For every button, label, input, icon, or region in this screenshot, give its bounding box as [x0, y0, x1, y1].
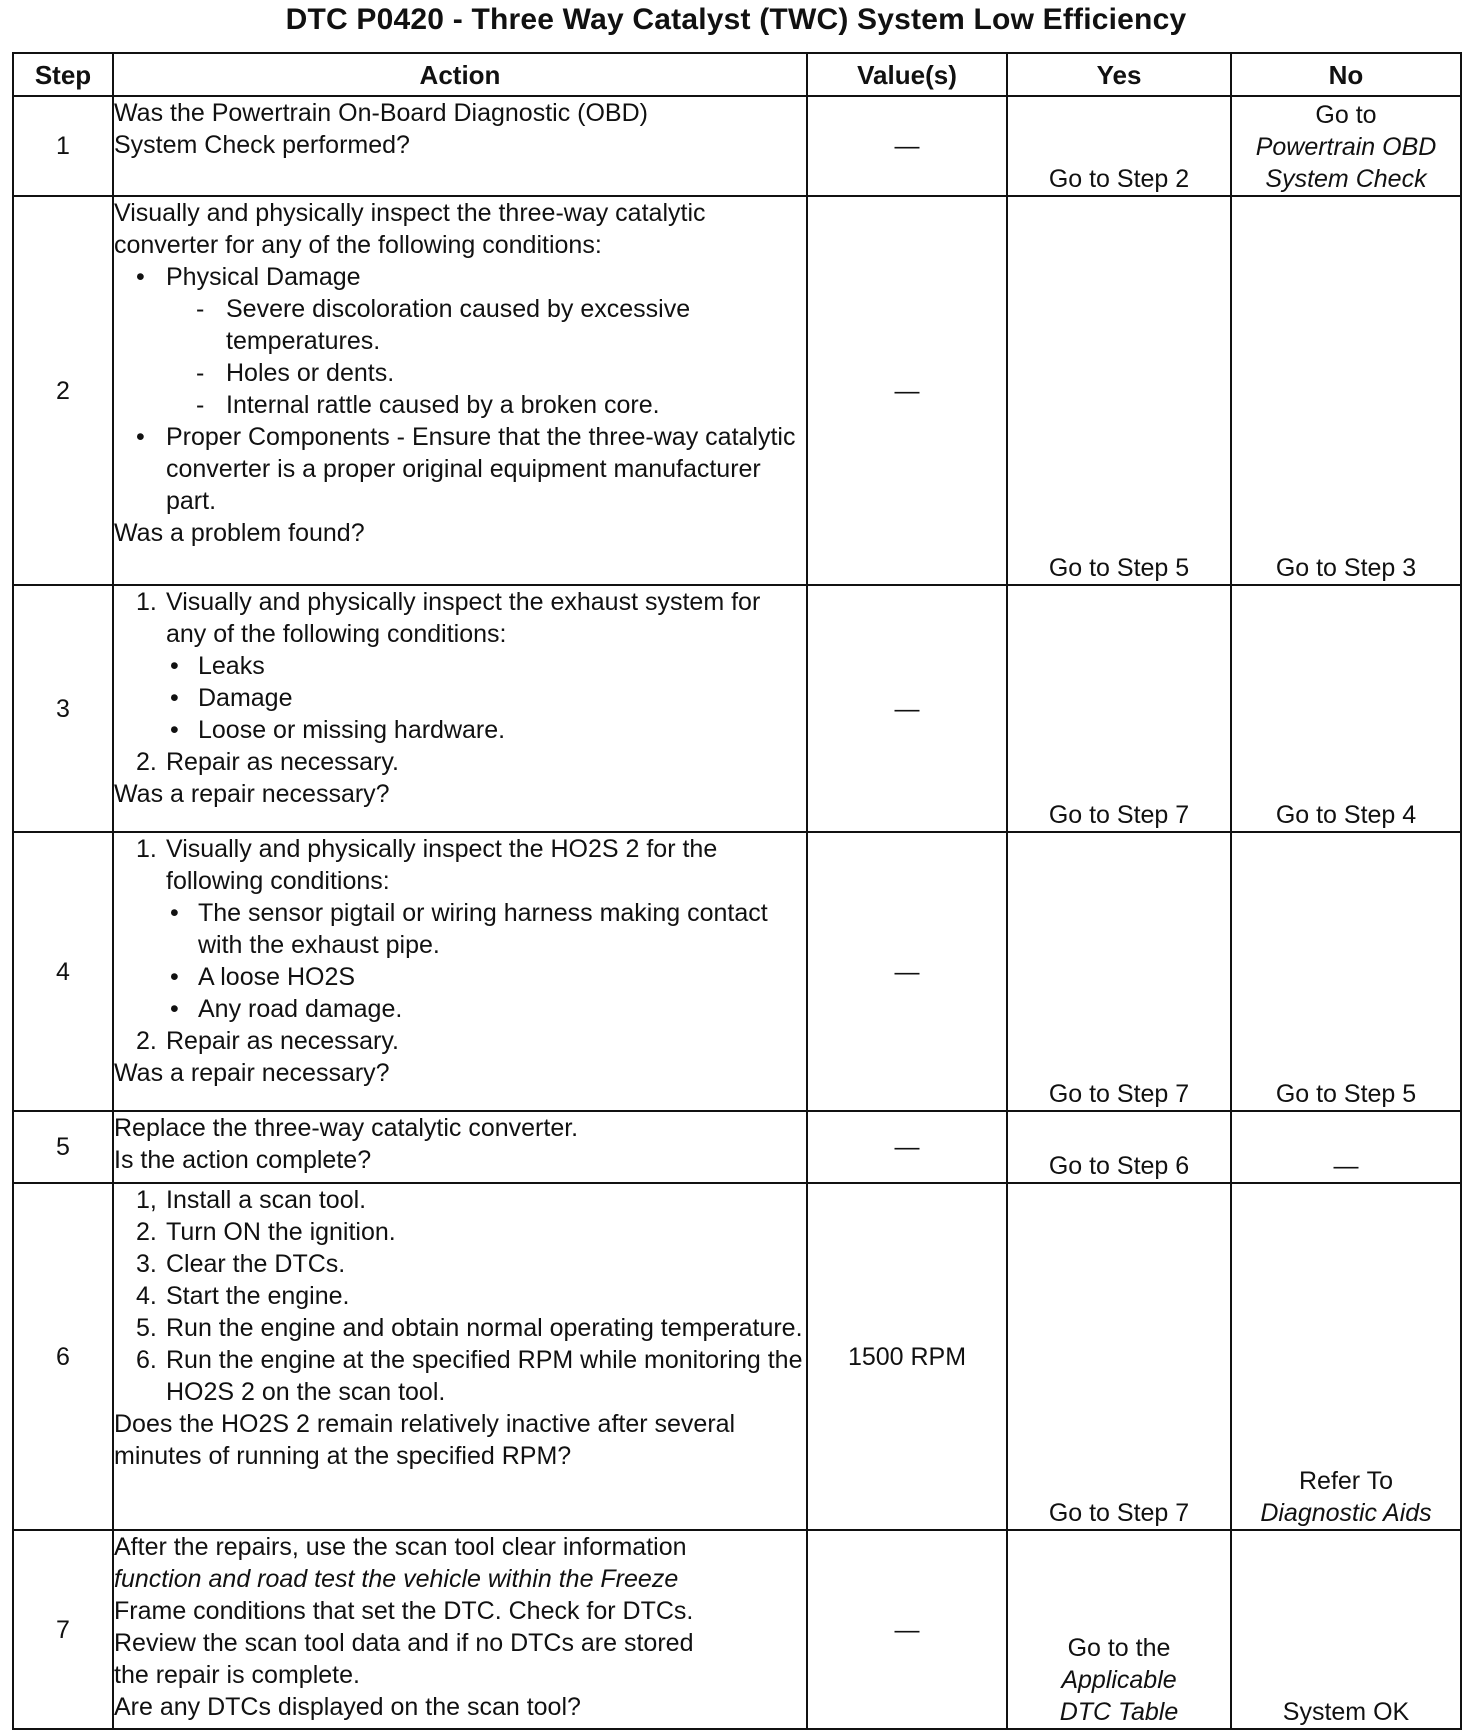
list-item: • Physical Damage: [114, 261, 806, 293]
table-row: [13, 1183, 1461, 1530]
table-row: [13, 1111, 1461, 1183]
no-link: Powertrain OBD: [1255, 133, 1437, 161]
step-number: 4: [13, 832, 113, 1111]
yes-link: DTC Table: [1059, 1698, 1179, 1726]
condition-list: [114, 261, 806, 293]
action-line: Are any DTCs displayed on the scan tool?: [114, 1693, 581, 1721]
list-item: 3. Clear the DTCs.: [136, 1250, 346, 1278]
action-line: Was the Powertrain On-Board Diagnostic (OBD): [114, 99, 648, 127]
action-cell: [113, 585, 807, 832]
table-row: [13, 832, 1461, 1111]
table-row: [13, 585, 1461, 832]
step-number: 1: [13, 96, 113, 196]
value-cell: —: [807, 196, 1007, 585]
step-number: 2: [13, 196, 113, 585]
no-cell: Go to Step 3: [1231, 196, 1461, 585]
yes-cell: Go to Step 7: [1007, 1183, 1231, 1530]
action-line: After the repairs, use the scan tool clear information: [114, 1533, 687, 1561]
list-item: • A loose HO2S: [166, 961, 806, 993]
list-item: - Holes or dents.: [114, 357, 806, 389]
list-item: 4. Start the engine.: [136, 1282, 350, 1310]
step-number: 6: [13, 1183, 113, 1530]
action-line: System Check performed?: [114, 131, 410, 159]
action-question: Was a problem found?: [114, 519, 365, 547]
no-line: Refer To: [1298, 1467, 1394, 1495]
step-number: 3: [13, 585, 113, 832]
list-item: • Any road damage.: [166, 993, 806, 1025]
list-item: 1, Install a scan tool.: [136, 1186, 367, 1214]
list-item: 1. Visually and physically inspect the HO2S 2 for the following conditions: • The sensor pigtail or wiring harness making contact with the exhaust pipe. • A loose HO2S • Any road damage.: [114, 833, 806, 1025]
action-cell: [113, 196, 807, 585]
list-item: • Damage: [166, 682, 806, 714]
list-item: 6. Run the engine at the specified RPM while monitoring the HO2S 2 on the scan tool.: [136, 1346, 803, 1406]
action-line: Is the action complete?: [114, 1146, 372, 1174]
action-question: Was a repair necessary?: [114, 1059, 390, 1087]
no-line: Go to: [1315, 101, 1377, 129]
header-action: Action: [113, 53, 807, 96]
no-cell: —: [1231, 1111, 1461, 1183]
action-cell: [113, 96, 807, 196]
action-line: Frame conditions that set the DTC. Check for DTCs.: [114, 1597, 694, 1625]
list-item: - Severe discoloration caused by excessive temperatures.: [114, 293, 806, 357]
action-cell: [113, 1183, 807, 1530]
yes-link: Applicable: [1061, 1666, 1177, 1694]
no-cell: [1231, 96, 1461, 196]
list-item: 1. Visually and physically inspect the exhaust system for any of the following conditions: • Leaks • Damage • Loose or missing hardware.: [114, 586, 806, 746]
action-cell: [113, 832, 807, 1111]
list-item: - Internal rattle caused by a broken core.: [114, 389, 806, 421]
list-item: 2. Repair as necessary.: [136, 748, 399, 776]
yes-cell: [1007, 1530, 1231, 1729]
no-link: System Check: [1265, 165, 1427, 193]
no-cell: Go to Step 4: [1231, 585, 1461, 832]
header-values: Value(s): [807, 53, 1007, 96]
header-step: Step: [13, 53, 113, 96]
numbered-list: [114, 1184, 806, 1408]
action-intro: Visually and physically inspect the three-way catalytic converter for any of the following conditions:: [114, 199, 706, 259]
list-item: • The sensor pigtail or wiring harness making contact with the exhaust pipe.: [166, 897, 806, 961]
sub-list: [166, 650, 806, 746]
no-cell: System OK: [1231, 1530, 1461, 1729]
step-number: 5: [13, 1111, 113, 1183]
list-item: 2. Repair as necessary.: [136, 1027, 399, 1055]
diagnostic-table: [12, 52, 1462, 1730]
action-cell: [113, 1111, 807, 1183]
list-item: • Leaks: [166, 650, 806, 682]
header-row: [13, 53, 1461, 96]
value-cell: —: [807, 96, 1007, 196]
action-line: Replace the three-way catalytic converter.: [114, 1114, 579, 1142]
list-item: 5. Run the engine and obtain normal operating temperature.: [136, 1314, 803, 1342]
yes-line: Go to the: [1067, 1634, 1171, 1662]
action-line: Review the scan tool data and if no DTCs are stored: [114, 1629, 694, 1657]
value-cell: —: [807, 585, 1007, 832]
numbered-list: [114, 586, 806, 778]
page-title: DTC P0420 - Three Way Catalyst (TWC) System Low Efficiency: [285, 3, 1187, 36]
list-item: 2. Turn ON the ignition.: [136, 1218, 396, 1246]
yes-cell: Go to Step 2: [1007, 96, 1231, 196]
numbered-list: [114, 833, 806, 1057]
action-question: Does the HO2S 2 remain relatively inactive after several minutes of running at the specified RPM?: [114, 1410, 736, 1470]
condition-list: [114, 421, 806, 517]
value-cell: —: [807, 1530, 1007, 1729]
step-number: 7: [13, 1530, 113, 1729]
no-cell: [1231, 1183, 1461, 1530]
list-item: • Proper Components - Ensure that the three-way catalytic converter is a proper original equipment manufacturer part.: [114, 421, 806, 517]
yes-cell: Go to Step 7: [1007, 832, 1231, 1111]
yes-cell: Go to Step 5: [1007, 196, 1231, 585]
value-cell: 1500 RPM: [807, 1183, 1007, 1530]
table-row: [13, 1530, 1461, 1729]
no-cell: Go to Step 5: [1231, 832, 1461, 1111]
action-cell: [113, 1530, 807, 1729]
table-row: [13, 196, 1461, 585]
yes-cell: Go to Step 6: [1007, 1111, 1231, 1183]
header-no: No: [1231, 53, 1461, 96]
list-item: • Loose or missing hardware.: [166, 714, 806, 746]
no-link: Diagnostic Aids: [1260, 1499, 1432, 1527]
damage-list: [114, 293, 806, 421]
table-row: [13, 96, 1461, 196]
action-question: Was a repair necessary?: [114, 780, 390, 808]
sub-list: [166, 897, 806, 1025]
value-cell: —: [807, 1111, 1007, 1183]
header-yes: Yes: [1007, 53, 1231, 96]
value-cell: —: [807, 832, 1007, 1111]
yes-cell: Go to Step 7: [1007, 585, 1231, 832]
action-line: the repair is complete.: [114, 1661, 360, 1689]
action-line: function and road test the vehicle within the Freeze: [114, 1565, 679, 1593]
